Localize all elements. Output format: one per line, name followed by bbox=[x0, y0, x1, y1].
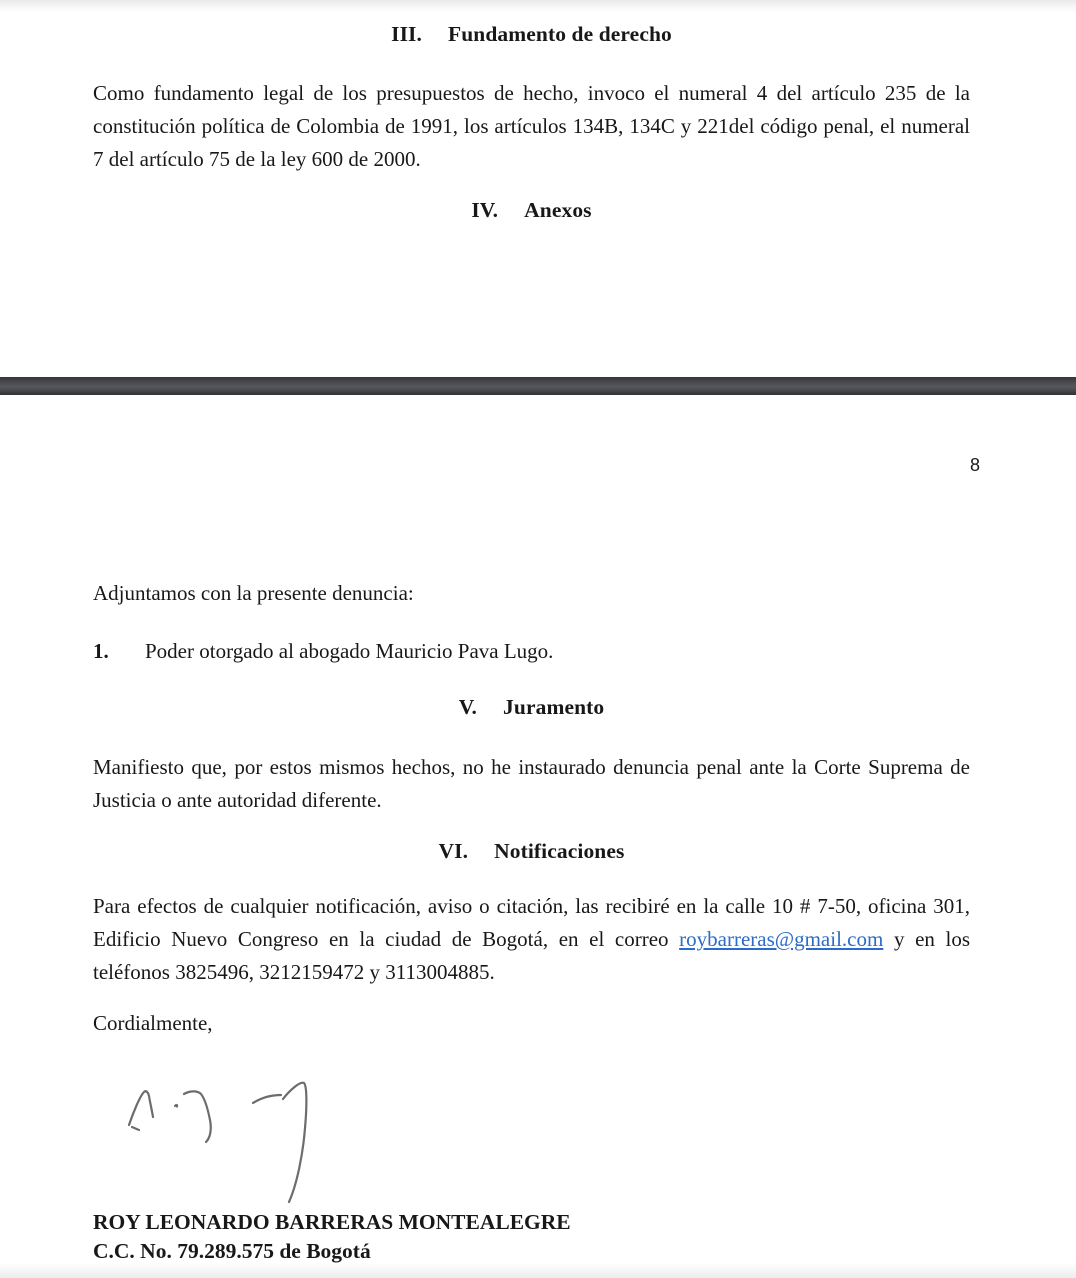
section-number: III. bbox=[391, 22, 422, 46]
section-heading-notificaciones bbox=[93, 837, 970, 865]
section-title: Juramento bbox=[503, 695, 605, 719]
section-heading-juramento bbox=[93, 693, 970, 721]
section-title: Fundamento de derecho bbox=[448, 22, 672, 46]
email-link[interactable]: roybarreras@gmail.com bbox=[679, 927, 884, 951]
closing-line: Cordialmente, bbox=[93, 1011, 213, 1035]
signer-block bbox=[93, 1208, 970, 1266]
juramento-paragraph: Manifiesto que, por estos mismos hechos, no he instaurado denuncia penal ante la Corte Suprema de Justicia o ante autoridad diferente. bbox=[93, 755, 970, 812]
signer-id: C.C. No. 79.289.575 de Bogotá bbox=[93, 1239, 371, 1263]
document-page-previous bbox=[0, 0, 1076, 377]
annex-list-item bbox=[93, 635, 970, 668]
section-heading-anexos bbox=[93, 196, 970, 224]
page-number: 8 bbox=[969, 455, 980, 475]
annex-intro: Adjuntamos con la presente denuncia: bbox=[93, 581, 414, 605]
document-page-current bbox=[0, 395, 1076, 1278]
signature-scribble bbox=[107, 1066, 317, 1206]
fundamento-paragraph: Como fundamento legal de los presupuestos de hecho, invoco el numeral 4 del artículo 235 de la constitución política de Colombia de 1991, los artículos 134B, 134C y 221del código penal, el numeral 7 del artículo 75 de la ley 600 de 2000. bbox=[93, 81, 970, 171]
section-title: Anexos bbox=[524, 198, 592, 222]
section-title: Notificaciones bbox=[494, 839, 625, 863]
annex-item-number: 1. bbox=[93, 639, 109, 663]
notificaciones-paragraph bbox=[93, 890, 970, 989]
section-heading-fundamento bbox=[93, 20, 970, 48]
signer-name: ROY LEONARDO BARRERAS MONTEALEGRE bbox=[93, 1210, 571, 1234]
annex-item-text: Poder otorgado al abogado Mauricio Pava Lugo. bbox=[145, 639, 554, 663]
page-separator-bar bbox=[0, 377, 1076, 395]
section-number: V. bbox=[458, 695, 478, 719]
section-number: IV. bbox=[471, 198, 499, 222]
notifications-text-after: y en los teléfonos 3825496, 3212159472 y 3113004885. bbox=[93, 927, 971, 984]
section-number: VI. bbox=[438, 839, 469, 863]
notifications-text-before: Para efectos de cualquier notificación, aviso o citación, las recibiré en la calle 10 # 7-50, oficina 301, Edificio Nuevo Congreso en la ciudad de Bogotá, en el correo bbox=[93, 894, 970, 951]
